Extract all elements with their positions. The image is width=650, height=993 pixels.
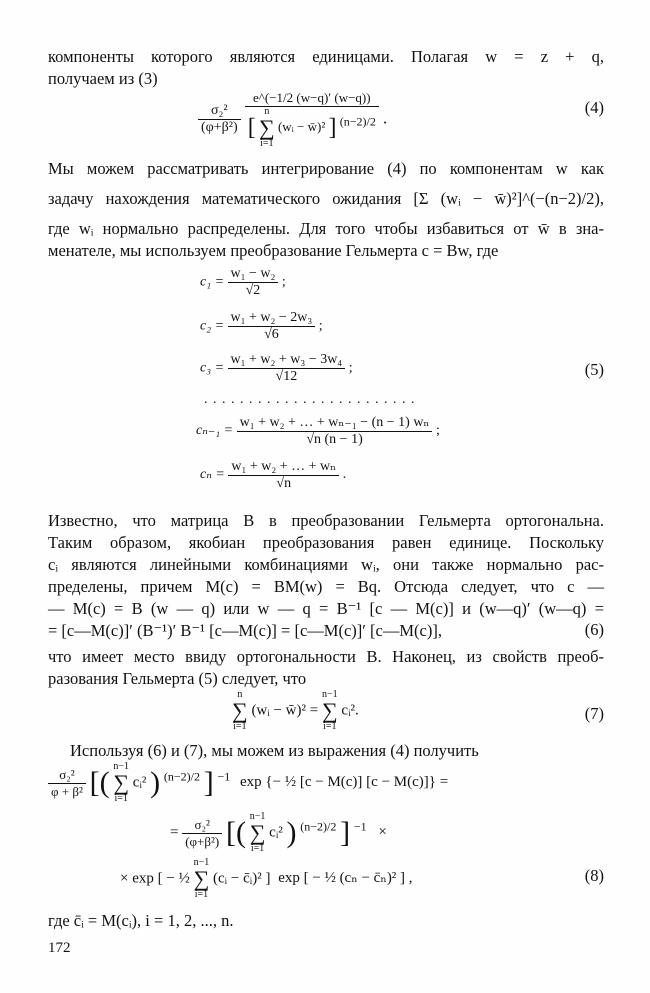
eq5-tail: ; (281, 274, 286, 290)
eq4-exponential: e^(−1/2 (w−q)′ (w−q)) (245, 90, 379, 107)
eq8-sum-upper: n−1 (249, 811, 266, 822)
equation-5-row (200, 266, 286, 299)
eq5-denominator: √n (276, 476, 292, 491)
eq7-lhs-upper: n (237, 689, 243, 700)
text-line: где wᵢ нормально распределены. Для того чтобы избавиться от w̄ в зна- (48, 219, 604, 238)
eq8-power: (n−2)/2 (300, 819, 337, 834)
eq5-lhs: c₂ = (200, 318, 225, 334)
text-line: — M(c) = B (w — q) или w — q = B⁻¹ [c — M(c)] и (w—q)′ (w—q) = (48, 599, 604, 618)
text-line: разования Гельмерта (5) следует, что (48, 669, 307, 688)
equation-5-row (196, 414, 440, 448)
eq4-sigma: σ₂² (198, 103, 241, 120)
eq7-lhs-body: (wᵢ − w̄)² = (251, 702, 319, 719)
text-line: Используя (6) и (7), мы можем из выражения (4) получить (70, 741, 479, 760)
eq5-tail: ; (435, 423, 440, 439)
text-line: Таким образом, якобиан преобразования равен единице. Поскольку (48, 533, 604, 552)
eq4-power: (n−2)/2 (339, 114, 376, 129)
text-line: задачу нахождения математического ожидания [Σ (wᵢ − w̄)²]^(−(n−2)/2), (48, 189, 604, 208)
eq8-exp-second: exp [ − ½ (cₙ − c̄ₙ)² ] , (278, 870, 413, 887)
equation-4: $\frac{\text{σ₂²}}{\text{(φ+β²)}}$ e^(−1/2 (w−q)′ (w−q)) [ n ∑ i=1 (wᵢ − w̄)² ] $^{(n-2)/2}$ . (198, 90, 387, 149)
text-line: компоненты которого являются единицами. Полагая w = z + q, (48, 47, 604, 66)
eq5-tail: ; (348, 360, 353, 376)
eq8-sum-body: cᵢ² (132, 774, 147, 791)
text-line: Мы можем рассматривать интегрирование (4) по компонентам w как (48, 159, 604, 178)
eq8-sum-body: cᵢ² (269, 824, 283, 841)
text-line: что имеет место ввиду ортогональности B. Наконец, из свойств преоб- (48, 647, 604, 666)
eq5-tail: ; (318, 318, 323, 334)
eq5-denominator: √n (n − 1) (306, 432, 363, 447)
eq8-sum-upper: n−1 (113, 761, 129, 772)
text-line: где c̄ᵢ = M(cᵢ), i = 1, 2, ..., n. (48, 911, 234, 930)
equation-number: (4) (584, 98, 604, 117)
text-line: получаем из (3) (48, 69, 158, 88)
eq8-sum-lower: i=1 (250, 843, 265, 854)
equation-number: (7) (584, 704, 604, 723)
equation-number: (8) (584, 866, 604, 885)
eq8-power: (n−2)/2 (163, 769, 200, 784)
eq7-rhs-lower: i=1 (323, 721, 337, 732)
text-line: менателе, мы используем преобразование Гельмерта c = Bw, где (48, 241, 499, 260)
equation-8-line-3: × exp [ − ½ n−1 ∑ i=1 (cᵢ − c̄ᵢ)² ] exp [ − ½ (cₙ − c̄ₙ)² ] , (120, 857, 413, 900)
eq8-exp-lead: × exp (120, 870, 154, 887)
text-line: cᵢ являются линейными комбинациями wᵢ, они также нормально рас- (48, 555, 604, 574)
eq8-sigma: σ₂² (48, 767, 86, 784)
eq8-phi-beta: (φ+β²) (185, 833, 220, 849)
eq5-lhs: cₙ = (200, 467, 225, 483)
eq5-lhs: cₙ₋₁ = (196, 423, 234, 439)
eq5-numerator: w₁ + w₂ + … + wₙ (228, 458, 339, 476)
text-line: Известно, что матрица B в преобразовании Гельмерта ортогональна. (48, 511, 604, 530)
eq5-dots: . . . . . . . . . . . . . . . . . . . . . . . . (204, 392, 416, 407)
eq8-times: × (378, 824, 387, 841)
eq8-sigma: σ₂² (182, 817, 222, 834)
equation-number: (5) (584, 360, 604, 379)
eq5-denominator: √2 (245, 283, 261, 298)
equation-8-line-2: = $\frac{\text{σ₂²}}{\text{(φ+β²)}}$ [( n−1 ∑ i=1 cᵢ² ) $^{(n-2)/2}$ ] $^{-1}$ × (170, 811, 387, 854)
eq5-denominator: √12 (275, 369, 298, 384)
eq8-exp: exp {− ½ [c − M(c)] [c − M(c)]} = (240, 774, 449, 791)
eq7-rhs-body: cᵢ². (341, 702, 359, 719)
eq8-outer-power: −1 (217, 769, 231, 784)
page-number: 172 (48, 940, 71, 956)
eq5-numerator: w₁ − w₂ (228, 266, 279, 283)
eq8-sum-body: (cᵢ − c̄ᵢ)² ] (213, 870, 271, 887)
eq4-sum-upper: n (264, 106, 270, 117)
eq5-numerator: w₁ + w₂ + … + wₙ₋₁ − (n − 1) wₙ (237, 414, 433, 432)
equation-5-row (200, 310, 323, 343)
eq5-denominator: √6 (264, 327, 279, 342)
text-line: = [c—M(c)]′ (B⁻¹)′ B⁻¹ [c—M(c)] = [c—M(c)]′ [c—M(c)], (48, 621, 442, 640)
eq5-lhs: c₁ = (200, 274, 225, 290)
eq8-sum-upper: n−1 (193, 857, 210, 868)
eq4-denominator-phi: (φ+β²) (201, 120, 238, 135)
equation-5-row (200, 458, 346, 492)
eq8-bracket: [ − ½ (157, 870, 194, 887)
eq8-outer-power: −1 (353, 819, 367, 834)
eq5-lhs: c₃ = (200, 360, 225, 376)
eq8-equals: = (170, 824, 179, 841)
equation-7: n ∑ i=1 (wᵢ − w̄)² = n−1 ∑ i=1 cᵢ². (232, 689, 359, 732)
eq8-sum-lower: i=1 (194, 889, 209, 900)
equation-number: (6) (584, 620, 604, 639)
eq5-numerator: w₁ + w₂ − 2w₃ (228, 310, 316, 327)
text-line: пределены, причем M(c) = BM(w) = Bq. Отсюда следует, что c — (48, 577, 604, 596)
eq4-sum-lower: i=1 (260, 138, 274, 149)
equation-8-line-1: $\frac{\text{σ₂²}}{\text{φ + β²}}$ [( n−1 ∑ i=1 cᵢ² ) $^{(n-2)/2}$ ] $^{-1}$ exp {− ½ [c − M(c)] [c − M(c)]} = (48, 762, 448, 804)
eq8-phi-beta: φ + β² (51, 783, 83, 799)
equation-5-row (200, 352, 353, 385)
eq4-sum-body: (wᵢ − w̄)² (277, 118, 326, 134)
eq5-numerator: w₁ + w₂ + w₃ − 3w₄ (228, 352, 346, 369)
eq5-tail: . (342, 467, 347, 483)
eq7-rhs-upper: n−1 (321, 689, 338, 700)
eq8-sum-lower: i=1 (114, 793, 128, 804)
eq7-lhs-lower: i=1 (233, 721, 247, 732)
